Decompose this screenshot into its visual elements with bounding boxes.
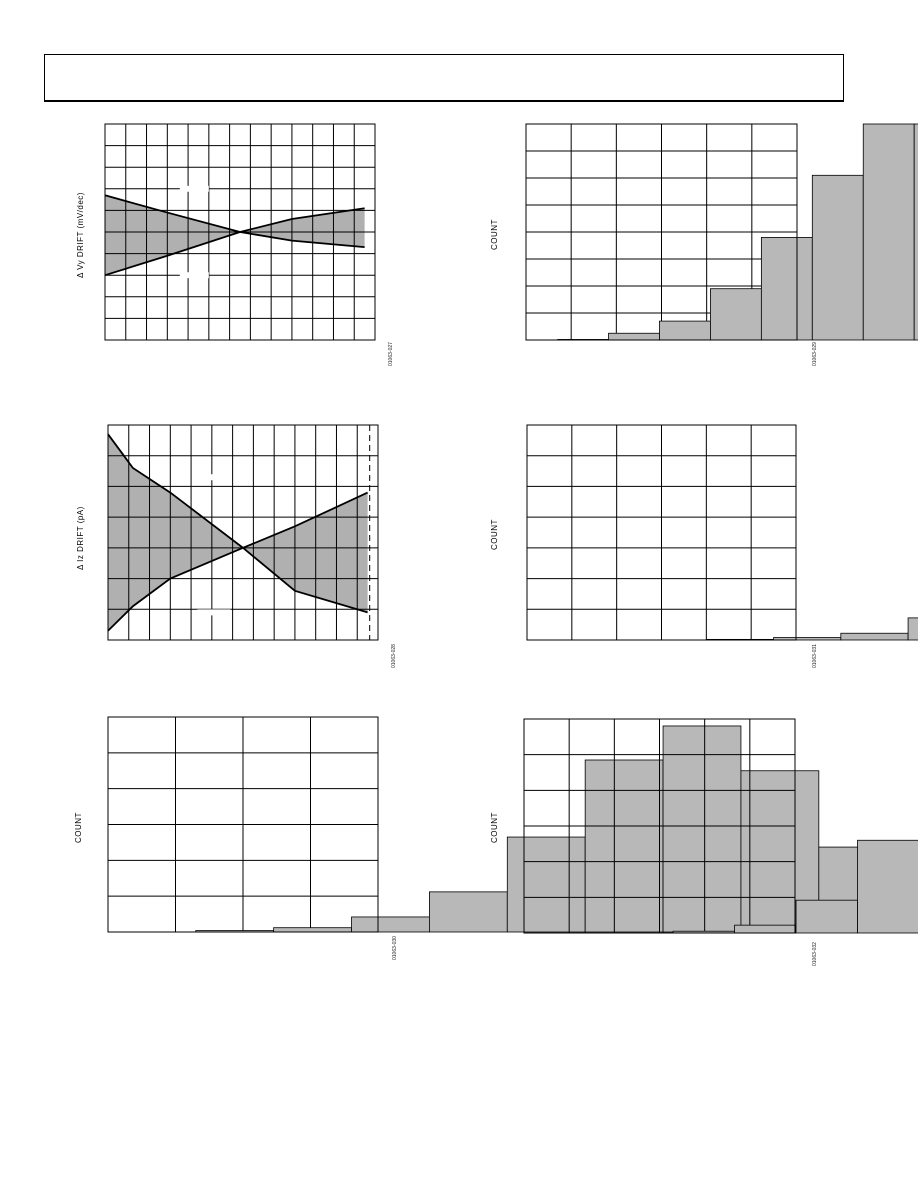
histogram-top-right-plot	[526, 124, 797, 340]
vy-drift-ylabel: Δ Vy DRIFT (mV/dec)	[76, 192, 85, 278]
iz-drift-chart	[108, 425, 378, 640]
grid-gap	[180, 186, 209, 192]
histogram-top-right	[526, 124, 797, 340]
histogram-bar	[429, 892, 507, 932]
grid-gap	[197, 609, 230, 615]
histogram-middle-right-ylabel: COUNT	[490, 519, 499, 550]
histogram-middle-right	[527, 425, 796, 640]
histogram-bar	[710, 289, 761, 340]
histogram-bar	[659, 321, 710, 340]
iz-drift-plot	[108, 425, 378, 640]
vy-drift-chart	[105, 124, 375, 340]
histogram-middle-right-code: 01063-031	[812, 644, 818, 668]
histogram-bar	[863, 124, 914, 340]
histogram-bar	[761, 237, 812, 340]
histogram-bottom-right-plot	[524, 719, 795, 933]
histogram-bar	[908, 618, 918, 640]
histogram-bottom-left	[108, 717, 378, 932]
histogram-bar	[858, 840, 918, 933]
histogram-bar	[914, 124, 918, 340]
histogram-bar	[796, 900, 857, 933]
histogram-middle-right-plot	[527, 425, 796, 640]
histogram-bottom-right-code: 01063-032	[812, 942, 818, 966]
page-header	[44, 54, 844, 102]
grid-gap	[197, 474, 230, 480]
histogram-bar	[609, 333, 660, 340]
iz-drift-code: 01063-028	[391, 644, 397, 668]
histogram-bottom-left-plot	[108, 717, 378, 932]
vy-drift-code: 01063-027	[388, 342, 394, 366]
histogram-top-right-code: 01063-029	[812, 342, 818, 366]
histogram-bar	[274, 928, 352, 932]
histogram-bar	[352, 917, 430, 932]
histogram-top-right-ylabel: COUNT	[490, 219, 499, 250]
grid-gap	[180, 272, 209, 278]
histogram-bottom-right-ylabel: COUNT	[490, 812, 499, 843]
histogram-bar	[812, 175, 863, 340]
histogram-bottom-left-code: 01063-030	[392, 936, 398, 960]
histogram-bar	[841, 633, 908, 640]
histogram-bar	[735, 925, 796, 933]
histogram-bottom-right	[524, 719, 795, 933]
histogram-bottom-left-ylabel: COUNT	[74, 812, 83, 843]
vy-drift-plot	[105, 124, 375, 340]
iz-drift-ylabel: Δ Iz DRIFT (pA)	[76, 506, 85, 570]
